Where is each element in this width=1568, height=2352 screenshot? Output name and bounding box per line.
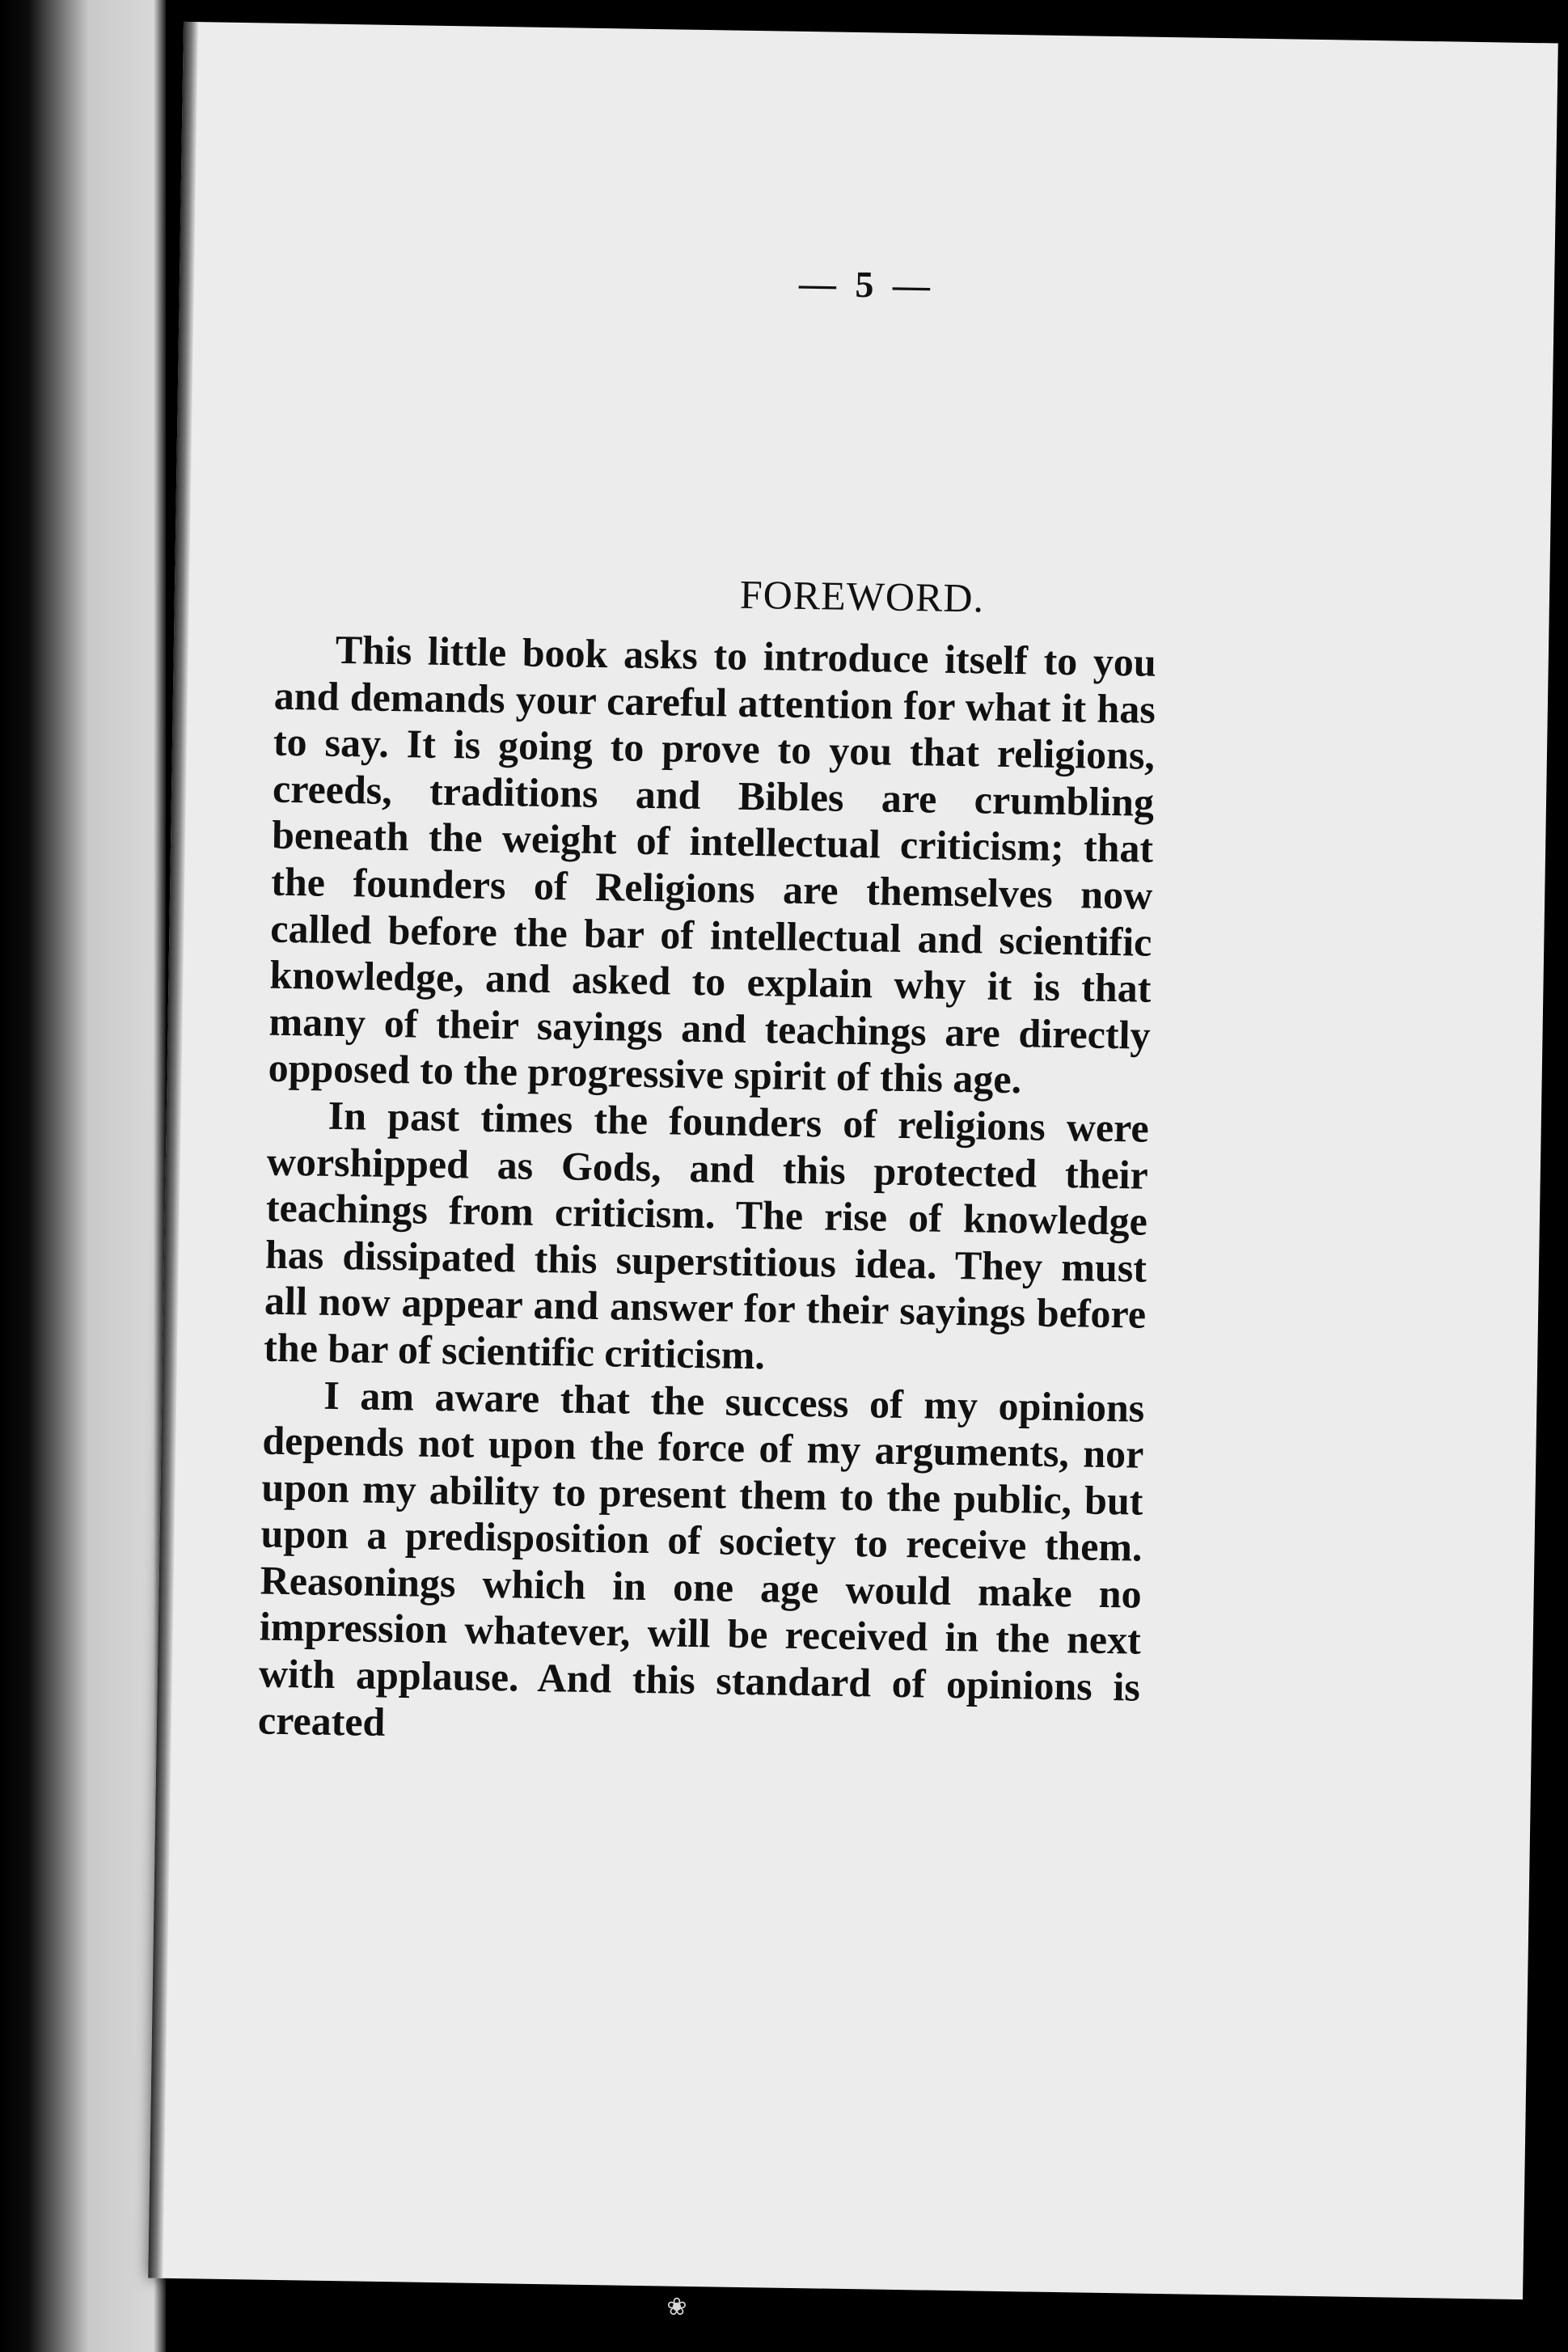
- book-page: [148, 22, 1558, 2299]
- paragraph-1: This little book asks to introduce itself to you and demands your careful attention for what it has to say. It is going to prove to you that religions, creeds, traditions and Bibles are crumbling beneath the weight of intellectual criticism; that the founders of Religions are themselves now called before the bar of intellectual and scientific knowledge, and asked to explain why it is that many of their sayings and teachings are directly opposed to the progressive spirit of this age.: [268, 626, 1157, 1102]
- scanner-mark-icon: ❀: [666, 2294, 687, 2320]
- body-text: [258, 626, 1157, 1758]
- facing-page-edge: [0, 0, 166, 2352]
- paragraph-2: In past times the founders of religions were worshipped as Gods, and this protected their teachings from criticism. The rise of knowledge has dissipated this superstitious idea. They must all now appear and answer for their sayings before the bar of scientific criticism.: [263, 1092, 1150, 1378]
- paragraph-3: I am aware that the success of my opinions depends not upon the force of my arguments, nor upon my ability to present them to the public, but upon a predisposition of society to receive them. Reasonings which in one age would make no impression whatever, will be received in the next with applause. And this standard of opinions is created: [257, 1372, 1145, 1745]
- foreword-heading: FOREWORD.: [739, 571, 985, 621]
- page-number: — 5 —: [798, 262, 936, 307]
